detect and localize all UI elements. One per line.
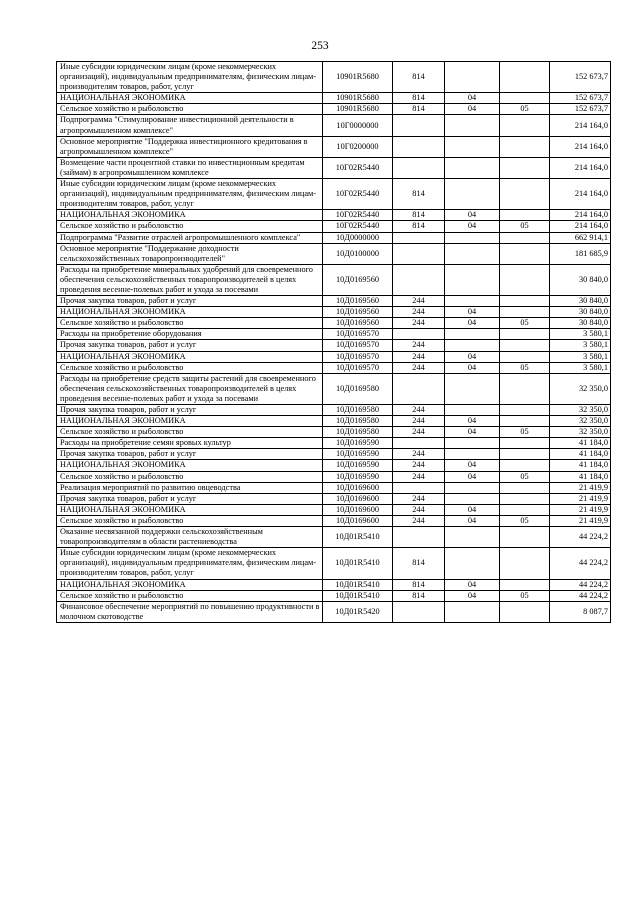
expense-type-code-cell: 244 xyxy=(393,504,445,515)
expense-type-code-cell: 244 xyxy=(393,427,445,438)
item-name-cell: Сельское хозяйство и рыболовство xyxy=(57,318,323,329)
subsection-code-cell xyxy=(500,136,550,157)
amount-cell: 41 184,0 xyxy=(550,438,611,449)
amount-cell: 41 184,0 xyxy=(550,449,611,460)
subsection-code-cell xyxy=(500,482,550,493)
subsection-code-cell xyxy=(500,329,550,340)
target-article-code-cell: 10Д0100000 xyxy=(323,243,393,264)
target-article-code-cell: 10Д0169590 xyxy=(323,438,393,449)
item-name-cell: Расходы на приобретение минеральных удобрений для своевременного обеспечения сельскохозяйственных товаропроизводителей в целях проведения весенне-полевых работ и ухода за посевами xyxy=(57,264,323,295)
expense-type-code-cell: 814 xyxy=(393,221,445,232)
amount-cell: 30 840,0 xyxy=(550,296,611,307)
section-code-cell: 04 xyxy=(445,351,500,362)
target-article-code-cell: 10Д01R5420 xyxy=(323,601,393,622)
subsection-code-cell xyxy=(500,351,550,362)
amount-cell: 152 673,7 xyxy=(550,62,611,93)
amount-cell: 3 580,1 xyxy=(550,351,611,362)
item-name-cell: НАЦИОНАЛЬНАЯ ЭКОНОМИКА xyxy=(57,210,323,221)
expense-type-code-cell: 244 xyxy=(393,405,445,416)
item-name-cell: Прочая закупка товаров, работ и услуг xyxy=(57,405,323,416)
target-article-code-cell: 10Д0169560 xyxy=(323,307,393,318)
target-article-code-cell: 10Д0169560 xyxy=(323,296,393,307)
item-name-cell: Финансовое обеспечение мероприятий по повышению продуктивности в молочном скотоводстве xyxy=(57,601,323,622)
amount-cell: 214 164,0 xyxy=(550,210,611,221)
amount-cell: 214 164,0 xyxy=(550,179,611,210)
target-article-code-cell: 10Г0000000 xyxy=(323,115,393,136)
target-article-code-cell: 10Г02R5440 xyxy=(323,157,393,178)
amount-cell: 32 350,0 xyxy=(550,427,611,438)
item-name-cell: Основное мероприятие "Поддержание доходности сельскохозяйственных товаропроизводителей" xyxy=(57,243,323,264)
target-article-code-cell: 10Д01R5410 xyxy=(323,548,393,579)
item-name-cell: НАЦИОНАЛЬНАЯ ЭКОНОМИКА xyxy=(57,460,323,471)
table-row xyxy=(57,416,611,427)
section-code-cell xyxy=(445,601,500,622)
target-article-code-cell: 10Д0169580 xyxy=(323,416,393,427)
target-article-code-cell: 10Г0200000 xyxy=(323,136,393,157)
table-row xyxy=(57,482,611,493)
table-row xyxy=(57,590,611,601)
expense-type-code-cell: 244 xyxy=(393,460,445,471)
amount-cell: 214 164,0 xyxy=(550,221,611,232)
subsection-code-cell xyxy=(500,373,550,404)
table-row xyxy=(57,104,611,115)
expense-type-code-cell xyxy=(393,136,445,157)
amount-cell: 21 419,9 xyxy=(550,504,611,515)
section-code-cell xyxy=(445,296,500,307)
expense-type-code-cell: 814 xyxy=(393,590,445,601)
table-row xyxy=(57,438,611,449)
section-code-cell xyxy=(445,157,500,178)
table-row xyxy=(57,210,611,221)
expense-type-code-cell: 244 xyxy=(393,307,445,318)
target-article-code-cell: 10Д0169590 xyxy=(323,471,393,482)
section-code-cell: 04 xyxy=(445,460,500,471)
target-article-code-cell: 10Д0169570 xyxy=(323,362,393,373)
target-article-code-cell: 10Д0169600 xyxy=(323,515,393,526)
table-row xyxy=(57,329,611,340)
amount-cell: 214 164,0 xyxy=(550,136,611,157)
amount-cell: 32 350,0 xyxy=(550,373,611,404)
section-code-cell: 04 xyxy=(445,515,500,526)
target-article-code-cell: 10Д0169560 xyxy=(323,264,393,295)
item-name-cell: Иные субсидии юридическим лицам (кроме некоммерческих организаций), индивидуальным предпринимателям, физическим лицам-производителям товаров, работ, услуг xyxy=(57,548,323,579)
amount-cell: 30 840,0 xyxy=(550,318,611,329)
expense-type-code-cell: 814 xyxy=(393,548,445,579)
table-row xyxy=(57,579,611,590)
target-article-code-cell: 10Д0169580 xyxy=(323,373,393,404)
subsection-code-cell xyxy=(500,179,550,210)
subsection-code-cell: 05 xyxy=(500,515,550,526)
table-row xyxy=(57,93,611,104)
item-name-cell: Расходы на приобретение семян яровых культур xyxy=(57,438,323,449)
table-row xyxy=(57,460,611,471)
table-row xyxy=(57,221,611,232)
target-article-code-cell: 10Д0169600 xyxy=(323,504,393,515)
expense-type-code-cell: 244 xyxy=(393,362,445,373)
amount-cell: 32 350,0 xyxy=(550,405,611,416)
subsection-code-cell xyxy=(500,527,550,548)
item-name-cell: Прочая закупка товаров, работ и услуг xyxy=(57,449,323,460)
expense-type-code-cell xyxy=(393,438,445,449)
section-code-cell xyxy=(445,405,500,416)
section-code-cell xyxy=(445,329,500,340)
table-row xyxy=(57,340,611,351)
budget-table-body xyxy=(57,62,611,623)
subsection-code-cell xyxy=(500,157,550,178)
section-code-cell: 04 xyxy=(445,504,500,515)
expense-type-code-cell: 814 xyxy=(393,579,445,590)
item-name-cell: НАЦИОНАЛЬНАЯ ЭКОНОМИКА xyxy=(57,93,323,104)
table-row xyxy=(57,318,611,329)
subsection-code-cell xyxy=(500,579,550,590)
table-row xyxy=(57,471,611,482)
table-row xyxy=(57,548,611,579)
item-name-cell: Возмещение части процентной ставки по инвестиционным кредитам (займам) в агропромышленном комплексе xyxy=(57,157,323,178)
subsection-code-cell xyxy=(500,548,550,579)
subsection-code-cell: 05 xyxy=(500,471,550,482)
table-row xyxy=(57,243,611,264)
section-code-cell: 04 xyxy=(445,318,500,329)
item-name-cell: Расходы на приобретение оборудования xyxy=(57,329,323,340)
amount-cell: 214 164,0 xyxy=(550,157,611,178)
expense-type-code-cell: 244 xyxy=(393,493,445,504)
amount-cell: 44 224,2 xyxy=(550,590,611,601)
subsection-code-cell: 05 xyxy=(500,362,550,373)
amount-cell: 662 914,1 xyxy=(550,232,611,243)
expense-type-code-cell xyxy=(393,264,445,295)
budget-table xyxy=(56,61,611,623)
amount-cell: 30 840,0 xyxy=(550,264,611,295)
expense-type-code-cell xyxy=(393,115,445,136)
expense-type-code-cell xyxy=(393,527,445,548)
item-name-cell: Основное мероприятие "Поддержка инвестиционного кредитования в агропромышленном комплексе" xyxy=(57,136,323,157)
amount-cell: 21 419,9 xyxy=(550,482,611,493)
section-code-cell: 04 xyxy=(445,416,500,427)
target-article-code-cell: 10901R5680 xyxy=(323,93,393,104)
amount-cell: 32 350,0 xyxy=(550,416,611,427)
table-row xyxy=(57,504,611,515)
amount-cell: 41 184,0 xyxy=(550,471,611,482)
expense-type-code-cell xyxy=(393,601,445,622)
amount-cell: 3 580,1 xyxy=(550,329,611,340)
table-row xyxy=(57,362,611,373)
section-code-cell xyxy=(445,373,500,404)
target-article-code-cell: 10Д0169600 xyxy=(323,493,393,504)
subsection-code-cell xyxy=(500,243,550,264)
section-code-cell: 04 xyxy=(445,210,500,221)
table-row xyxy=(57,136,611,157)
target-article-code-cell: 10Д0169580 xyxy=(323,405,393,416)
subsection-code-cell xyxy=(500,460,550,471)
subsection-code-cell xyxy=(500,416,550,427)
expense-type-code-cell: 244 xyxy=(393,340,445,351)
amount-cell: 214 164,0 xyxy=(550,115,611,136)
subsection-code-cell xyxy=(500,62,550,93)
section-code-cell: 04 xyxy=(445,104,500,115)
target-article-code-cell: 10Д01R5410 xyxy=(323,579,393,590)
target-article-code-cell: 10Д0169600 xyxy=(323,482,393,493)
table-row xyxy=(57,601,611,622)
item-name-cell: НАЦИОНАЛЬНАЯ ЭКОНОМИКА xyxy=(57,351,323,362)
amount-cell: 21 419,9 xyxy=(550,515,611,526)
item-name-cell: Сельское хозяйство и рыболовство xyxy=(57,362,323,373)
section-code-cell: 04 xyxy=(445,579,500,590)
subsection-code-cell xyxy=(500,296,550,307)
amount-cell: 44 224,2 xyxy=(550,548,611,579)
target-article-code-cell: 10Д0169580 xyxy=(323,427,393,438)
target-article-code-cell: 10Д0169590 xyxy=(323,460,393,471)
item-name-cell: Реализация мероприятий по развитию овцеводства xyxy=(57,482,323,493)
section-code-cell: 04 xyxy=(445,590,500,601)
section-code-cell: 04 xyxy=(445,221,500,232)
amount-cell: 152 673,7 xyxy=(550,93,611,104)
target-article-code-cell: 10Г02R5440 xyxy=(323,221,393,232)
section-code-cell xyxy=(445,527,500,548)
section-code-cell xyxy=(445,62,500,93)
expense-type-code-cell: 244 xyxy=(393,296,445,307)
section-code-cell: 04 xyxy=(445,93,500,104)
section-code-cell xyxy=(445,264,500,295)
item-name-cell: Сельское хозяйство и рыболовство xyxy=(57,590,323,601)
section-code-cell xyxy=(445,482,500,493)
table-row xyxy=(57,115,611,136)
subsection-code-cell xyxy=(500,307,550,318)
subsection-code-cell: 05 xyxy=(500,427,550,438)
subsection-code-cell xyxy=(500,438,550,449)
subsection-code-cell xyxy=(500,232,550,243)
expense-type-code-cell xyxy=(393,373,445,404)
expense-type-code-cell xyxy=(393,243,445,264)
amount-cell: 44 224,2 xyxy=(550,527,611,548)
target-article-code-cell: 10Д0169590 xyxy=(323,449,393,460)
item-name-cell: Иные субсидии юридическим лицам (кроме некоммерческих организаций), индивидуальным предпринимателям, физическим лицам-производителям товаров, работ, услуг xyxy=(57,179,323,210)
table-row xyxy=(57,264,611,295)
section-code-cell: 04 xyxy=(445,362,500,373)
item-name-cell: Прочая закупка товаров, работ и услуг xyxy=(57,493,323,504)
section-code-cell: 04 xyxy=(445,307,500,318)
subsection-code-cell xyxy=(500,93,550,104)
target-article-code-cell: 10Д01R5410 xyxy=(323,590,393,601)
section-code-cell xyxy=(445,449,500,460)
section-code-cell: 04 xyxy=(445,471,500,482)
target-article-code-cell: 10Д0169560 xyxy=(323,318,393,329)
section-code-cell: 04 xyxy=(445,427,500,438)
table-row xyxy=(57,373,611,404)
section-code-cell xyxy=(445,438,500,449)
item-name-cell: Подпрограмма "Стимулирование инвестиционной деятельности в агропромышленном комплексе" xyxy=(57,115,323,136)
table-row xyxy=(57,527,611,548)
subsection-code-cell xyxy=(500,504,550,515)
expense-type-code-cell: 244 xyxy=(393,471,445,482)
target-article-code-cell: 10Д01R5410 xyxy=(323,527,393,548)
subsection-code-cell: 05 xyxy=(500,318,550,329)
expense-type-code-cell: 244 xyxy=(393,515,445,526)
target-article-code-cell: 10901R5680 xyxy=(323,104,393,115)
target-article-code-cell: 10Д0169570 xyxy=(323,340,393,351)
item-name-cell: Расходы на приобретение средств защиты растений для своевременного обеспечения сельскохозяйственных товаропроизводителей в целях проведения весенне-полевых работ и ухода за посевами xyxy=(57,373,323,404)
table-row xyxy=(57,493,611,504)
table-row xyxy=(57,515,611,526)
item-name-cell: Подпрограмма "Развитие отраслей агропромышленного комплекса" xyxy=(57,232,323,243)
section-code-cell xyxy=(445,243,500,264)
section-code-cell xyxy=(445,232,500,243)
expense-type-code-cell: 244 xyxy=(393,318,445,329)
item-name-cell: НАЦИОНАЛЬНАЯ ЭКОНОМИКА xyxy=(57,579,323,590)
expense-type-code-cell: 814 xyxy=(393,179,445,210)
item-name-cell: Сельское хозяйство и рыболовство xyxy=(57,221,323,232)
item-name-cell: Иные субсидии юридическим лицам (кроме некоммерческих организаций), индивидуальным предпринимателям, физическим лицам-производителям товаров, работ, услуг xyxy=(57,62,323,93)
subsection-code-cell: 05 xyxy=(500,104,550,115)
page-number: 253 xyxy=(311,40,329,52)
section-code-cell xyxy=(445,548,500,579)
expense-type-code-cell: 244 xyxy=(393,416,445,427)
table-row xyxy=(57,405,611,416)
amount-cell: 41 184,0 xyxy=(550,460,611,471)
item-name-cell: Оказание несвязанной поддержки сельскохозяйственным товаропроизводителям в области растениеводства xyxy=(57,527,323,548)
amount-cell: 30 840,0 xyxy=(550,307,611,318)
item-name-cell: НАЦИОНАЛЬНАЯ ЭКОНОМИКА xyxy=(57,416,323,427)
expense-type-code-cell xyxy=(393,482,445,493)
table-row xyxy=(57,179,611,210)
item-name-cell: Прочая закупка товаров, работ и услуг xyxy=(57,296,323,307)
amount-cell: 181 685,9 xyxy=(550,243,611,264)
item-name-cell: Сельское хозяйство и рыболовство xyxy=(57,104,323,115)
subsection-code-cell xyxy=(500,493,550,504)
table-row xyxy=(57,449,611,460)
section-code-cell xyxy=(445,493,500,504)
expense-type-code-cell: 814 xyxy=(393,93,445,104)
subsection-code-cell xyxy=(500,340,550,351)
expense-type-code-cell: 244 xyxy=(393,351,445,362)
amount-cell: 152 673,7 xyxy=(550,104,611,115)
table-row xyxy=(57,157,611,178)
section-code-cell xyxy=(445,179,500,210)
table-row xyxy=(57,307,611,318)
target-article-code-cell: 10Г02R5440 xyxy=(323,210,393,221)
item-name-cell: Прочая закупка товаров, работ и услуг xyxy=(57,340,323,351)
expense-type-code-cell xyxy=(393,157,445,178)
section-code-cell xyxy=(445,115,500,136)
target-article-code-cell: 10Д0169570 xyxy=(323,329,393,340)
table-row xyxy=(57,232,611,243)
table-row xyxy=(57,427,611,438)
amount-cell: 8 087,7 xyxy=(550,601,611,622)
target-article-code-cell: 10901R5680 xyxy=(323,62,393,93)
table-row xyxy=(57,296,611,307)
amount-cell: 21 419,9 xyxy=(550,493,611,504)
subsection-code-cell: 05 xyxy=(500,590,550,601)
expense-type-code-cell xyxy=(393,232,445,243)
expense-type-code-cell xyxy=(393,329,445,340)
expense-type-code-cell: 814 xyxy=(393,62,445,93)
item-name-cell: Сельское хозяйство и рыболовство xyxy=(57,471,323,482)
section-code-cell xyxy=(445,340,500,351)
subsection-code-cell xyxy=(500,449,550,460)
expense-type-code-cell: 244 xyxy=(393,449,445,460)
subsection-code-cell: 05 xyxy=(500,221,550,232)
target-article-code-cell: 10Д0169570 xyxy=(323,351,393,362)
item-name-cell: НАЦИОНАЛЬНАЯ ЭКОНОМИКА xyxy=(57,504,323,515)
target-article-code-cell: 10Г02R5440 xyxy=(323,179,393,210)
item-name-cell: Сельское хозяйство и рыболовство xyxy=(57,427,323,438)
expense-type-code-cell: 814 xyxy=(393,104,445,115)
amount-cell: 44 224,2 xyxy=(550,579,611,590)
subsection-code-cell xyxy=(500,405,550,416)
table-row xyxy=(57,351,611,362)
subsection-code-cell xyxy=(500,115,550,136)
amount-cell: 3 580,1 xyxy=(550,340,611,351)
section-code-cell xyxy=(445,136,500,157)
subsection-code-cell xyxy=(500,601,550,622)
table-row xyxy=(57,62,611,93)
item-name-cell: Сельское хозяйство и рыболовство xyxy=(57,515,323,526)
target-article-code-cell: 10Д0000000 xyxy=(323,232,393,243)
amount-cell: 3 580,1 xyxy=(550,362,611,373)
subsection-code-cell xyxy=(500,264,550,295)
expense-type-code-cell: 814 xyxy=(393,210,445,221)
item-name-cell: НАЦИОНАЛЬНАЯ ЭКОНОМИКА xyxy=(57,307,323,318)
subsection-code-cell xyxy=(500,210,550,221)
